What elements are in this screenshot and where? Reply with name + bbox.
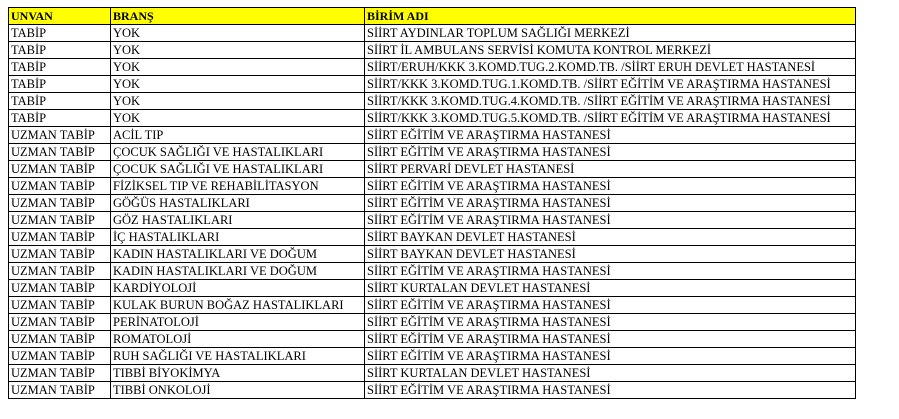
table-row xyxy=(9,25,856,42)
cell-birim-adi: SİİRT KURTALAN DEVLET HASTANESİ xyxy=(365,365,856,382)
cell-birim-adi: SİİRT EĞİTİM VE ARAŞTIRMA HASTANESİ xyxy=(365,195,856,212)
cell-brans: KADIN HASTALIKLARI VE DOĞUM xyxy=(111,263,365,280)
cell-unvan: TABİP xyxy=(9,59,111,76)
cell-brans: KULAK BURUN BOĞAZ HASTALIKLARI xyxy=(111,297,365,314)
table-row xyxy=(9,212,856,229)
table-row xyxy=(9,229,856,246)
cell-unvan: UZMAN TABİP xyxy=(9,263,111,280)
cell-unvan: UZMAN TABİP xyxy=(9,280,111,297)
table-row xyxy=(9,42,856,59)
cell-brans: YOK xyxy=(111,93,365,110)
cell-unvan: UZMAN TABİP xyxy=(9,297,111,314)
cell-brans: KADIN HASTALIKLARI VE DOĞUM xyxy=(111,246,365,263)
cell-unvan: TABİP xyxy=(9,76,111,93)
table-row xyxy=(9,195,856,212)
cell-unvan: UZMAN TABİP xyxy=(9,229,111,246)
cell-brans: YOK xyxy=(111,76,365,93)
header-brans: BRANŞ xyxy=(111,8,365,25)
table-row xyxy=(9,382,856,399)
cell-birim-adi: SİİRT/KKK 3.KOMD.TUG.1.KOMD.TB. /SİİRT EĞİTİM VE ARAŞTIRMA HASTANESİ xyxy=(365,76,856,93)
table-row xyxy=(9,263,856,280)
cell-birim-adi: SİİRT EĞİTİM VE ARAŞTIRMA HASTANESİ xyxy=(365,314,856,331)
cell-brans: ÇOCUK SAĞLIĞI VE HASTALIKLARI xyxy=(111,161,365,178)
cell-brans: YOK xyxy=(111,59,365,76)
cell-birim-adi: SİİRT EĞİTİM VE ARAŞTIRMA HASTANESİ xyxy=(365,178,856,195)
cell-unvan: TABİP xyxy=(9,42,111,59)
cell-brans: YOK xyxy=(111,25,365,42)
table-row xyxy=(9,161,856,178)
cell-unvan: TABİP xyxy=(9,93,111,110)
cell-unvan: UZMAN TABİP xyxy=(9,212,111,229)
cell-brans: FİZİKSEL TIP VE REHABİLİTASYON xyxy=(111,178,365,195)
table-row xyxy=(9,348,856,365)
cell-unvan: UZMAN TABİP xyxy=(9,365,111,382)
cell-birim-adi: SİİRT İL AMBULANS SERVİSİ KOMUTA KONTROL MERKEZİ xyxy=(365,42,856,59)
cell-unvan: UZMAN TABİP xyxy=(9,161,111,178)
cell-brans: KARDİYOLOJİ xyxy=(111,280,365,297)
cell-birim-adi: SİİRT EĞİTİM VE ARAŞTIRMA HASTANESİ xyxy=(365,297,856,314)
table-row xyxy=(9,178,856,195)
table-row xyxy=(9,76,856,93)
cell-brans: TIBBİ BİYOKİMYA xyxy=(111,365,365,382)
cell-birim-adi: SİİRT PERVARİ DEVLET HASTANESİ xyxy=(365,161,856,178)
cell-birim-adi: SİİRT AYDINLAR TOPLUM SAĞLIĞI MERKEZİ xyxy=(365,25,856,42)
cell-brans: ÇOCUK SAĞLIĞI VE HASTALIKLARI xyxy=(111,144,365,161)
cell-unvan: UZMAN TABİP xyxy=(9,314,111,331)
cell-unvan: UZMAN TABİP xyxy=(9,127,111,144)
table-header xyxy=(9,8,856,25)
cell-birim-adi: SİİRT EĞİTİM VE ARAŞTIRMA HASTANESİ xyxy=(365,144,856,161)
table-row xyxy=(9,246,856,263)
cell-birim-adi: SİİRT BAYKAN DEVLET HASTANESİ xyxy=(365,246,856,263)
table-row xyxy=(9,365,856,382)
table-row xyxy=(9,59,856,76)
cell-unvan: UZMAN TABİP xyxy=(9,331,111,348)
cell-birim-adi: SİİRT EĞİTİM VE ARAŞTIRMA HASTANESİ xyxy=(365,331,856,348)
cell-unvan: UZMAN TABİP xyxy=(9,348,111,365)
cell-birim-adi: SİİRT EĞİTİM VE ARAŞTIRMA HASTANESİ xyxy=(365,212,856,229)
cell-brans: PERİNATOLOJİ xyxy=(111,314,365,331)
cell-birim-adi: SİİRT/ERUH/KKK 3.KOMD.TUG.2.KOMD.TB. /SİİRT ERUH DEVLET HASTANESİ xyxy=(365,59,856,76)
table-row xyxy=(9,93,856,110)
table-row xyxy=(9,280,856,297)
cell-birim-adi: SİİRT/KKK 3.KOMD.TUG.4.KOMD.TB. /SİİRT EĞİTİM VE ARAŞTIRMA HASTANESİ xyxy=(365,93,856,110)
header-unvan: UNVAN xyxy=(9,8,111,25)
table-body xyxy=(9,25,856,399)
cell-unvan: UZMAN TABİP xyxy=(9,246,111,263)
cell-unvan: UZMAN TABİP xyxy=(9,382,111,399)
staff-table xyxy=(8,7,856,399)
cell-brans: GÖZ HASTALIKLARI xyxy=(111,212,365,229)
table-row xyxy=(9,127,856,144)
cell-unvan: UZMAN TABİP xyxy=(9,144,111,161)
cell-birim-adi: SİİRT EĞİTİM VE ARAŞTIRMA HASTANESİ xyxy=(365,127,856,144)
cell-birim-adi: SİİRT/KKK 3.KOMD.TUG.5.KOMD.TB. /SİİRT EĞİTİM VE ARAŞTIRMA HASTANESİ xyxy=(365,110,856,127)
cell-brans: TIBBİ ONKOLOJİ xyxy=(111,382,365,399)
cell-brans: İÇ HASTALIKLARI xyxy=(111,229,365,246)
cell-brans: GÖĞÜS HASTALIKLARI xyxy=(111,195,365,212)
cell-birim-adi: SİİRT EĞİTİM VE ARAŞTIRMA HASTANESİ xyxy=(365,382,856,399)
cell-brans: ACİL TIP xyxy=(111,127,365,144)
table-row xyxy=(9,297,856,314)
cell-brans: RUH SAĞLIĞI VE HASTALIKLARI xyxy=(111,348,365,365)
cell-birim-adi: SİİRT KURTALAN DEVLET HASTANESİ xyxy=(365,280,856,297)
cell-unvan: UZMAN TABİP xyxy=(9,195,111,212)
cell-unvan: TABİP xyxy=(9,110,111,127)
staff-table-container xyxy=(8,7,856,399)
table-row xyxy=(9,110,856,127)
table-row xyxy=(9,331,856,348)
cell-birim-adi: SİİRT BAYKAN DEVLET HASTANESİ xyxy=(365,229,856,246)
header-birim-adi: BİRİM ADI xyxy=(365,8,856,25)
cell-brans: ROMATOLOJİ xyxy=(111,331,365,348)
cell-unvan: UZMAN TABİP xyxy=(9,178,111,195)
cell-brans: YOK xyxy=(111,110,365,127)
header-row xyxy=(9,8,856,25)
table-row xyxy=(9,314,856,331)
cell-birim-adi: SİİRT EĞİTİM VE ARAŞTIRMA HASTANESİ xyxy=(365,348,856,365)
table-row xyxy=(9,144,856,161)
cell-brans: YOK xyxy=(111,42,365,59)
cell-birim-adi: SİİRT EĞİTİM VE ARAŞTIRMA HASTANESİ xyxy=(365,263,856,280)
cell-unvan: TABİP xyxy=(9,25,111,42)
